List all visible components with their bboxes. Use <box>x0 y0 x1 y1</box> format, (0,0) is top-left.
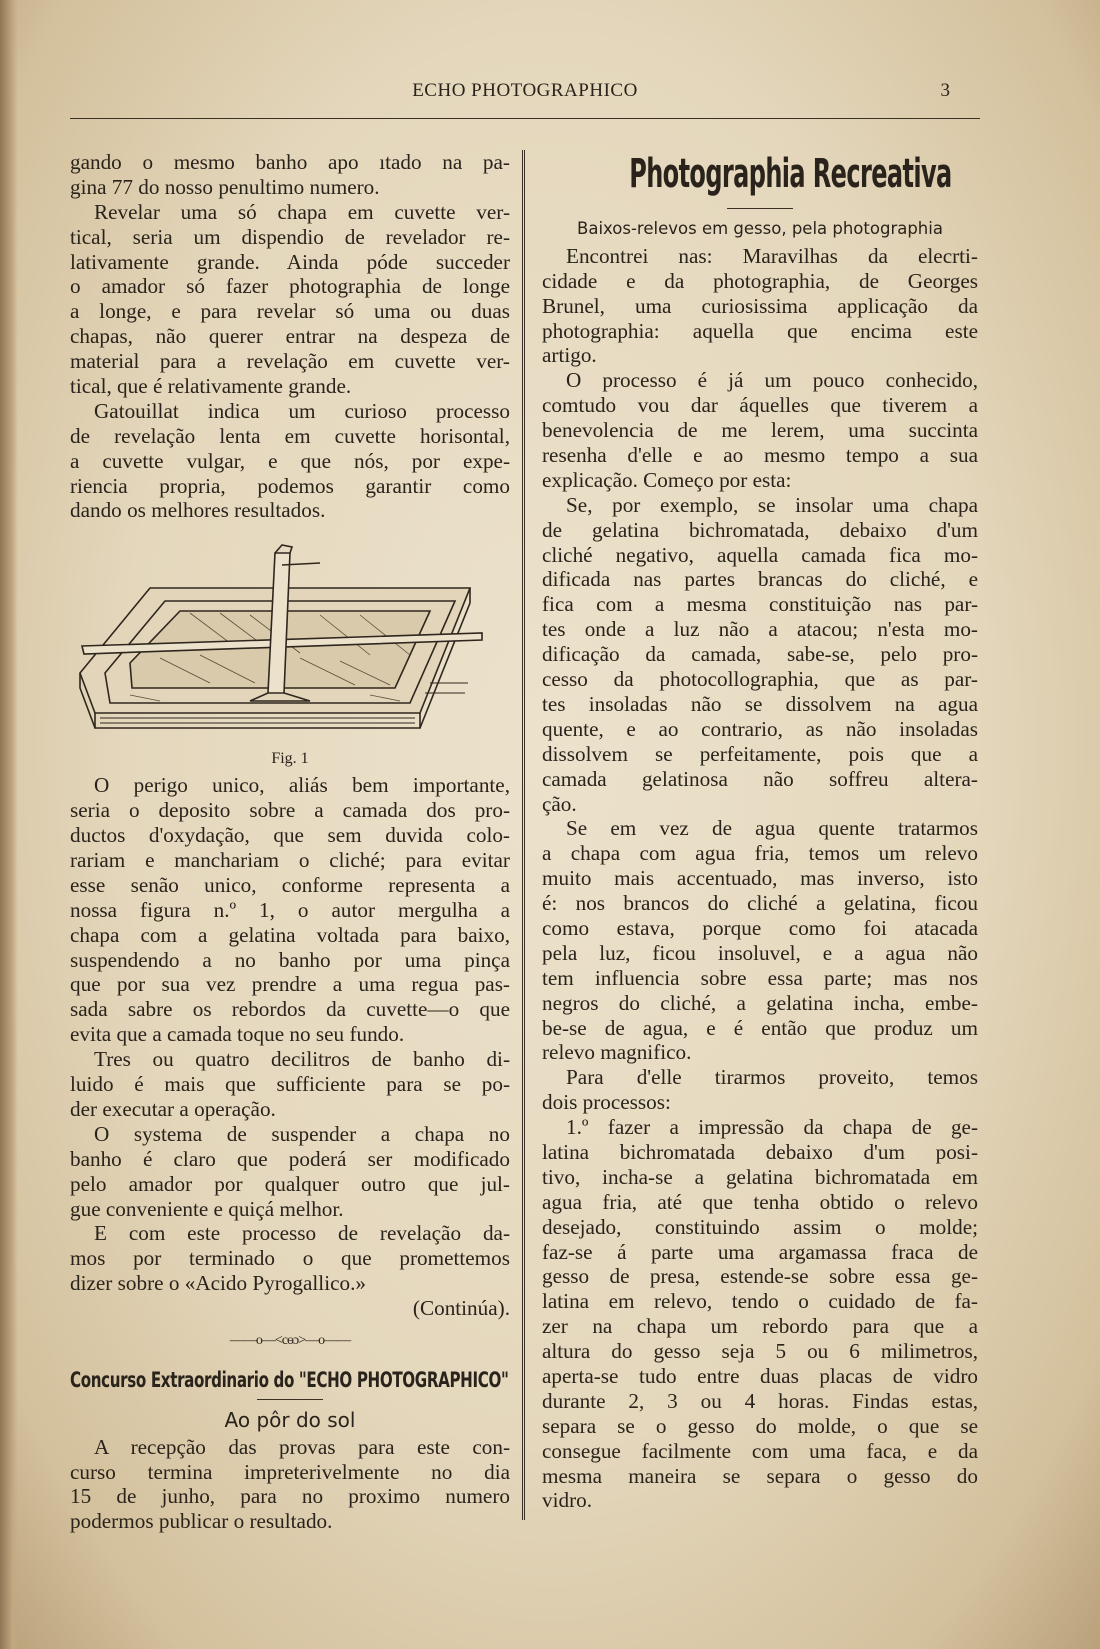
text-line: Encontrei nas: Maravilhas da elecrti- <box>566 243 978 268</box>
right-column <box>542 150 978 1513</box>
text-line: dois processos: <box>542 1090 671 1115</box>
text-line: nossa figura n.º 1, o autor mergulha a <box>70 897 510 922</box>
text-line: gando o mesmo banho apo ıtado na pa- <box>70 150 510 174</box>
text-line: esse senão unico, conforme representa a <box>70 872 510 897</box>
left-column <box>70 150 510 1534</box>
text-line: resenha d'elle e ao mesmo tempo a sua <box>542 443 978 468</box>
article-subtitle: Baixos-relevos em gesso, pela photographia <box>577 219 943 238</box>
contest-title: Concurso Extraordinario do "ECHO PHOTOGRAPHICO" <box>70 1367 509 1392</box>
text-line: cliché negativo, aquella camada fica mo- <box>542 542 978 567</box>
right-paragraph-1 <box>542 244 978 1513</box>
text-line: Revelar uma só chapa em cuvette ver- <box>94 199 510 224</box>
section-ornament: ——o—<cɵɔ>—o—— <box>229 1332 351 1348</box>
developing-tray-illustration <box>70 543 510 743</box>
text-line: dificação da camada, sabe-se, pelo pro- <box>542 642 978 667</box>
left-paragraph-2 <box>70 773 510 1321</box>
text-line: photographia: aquella que encima este <box>542 318 978 343</box>
text-line: der executar a operação. <box>70 1096 276 1121</box>
text-line: Brunel, uma curiosissima applicação da <box>542 293 978 318</box>
text-line: muito mais accentuado, mas inverso, isto <box>542 866 978 891</box>
text-line: dificada nas partes brancas do cliché, e <box>542 567 978 592</box>
text-line: chapas, não querer entrar na despeza de <box>70 324 510 349</box>
left-paragraph-3 <box>70 1435 510 1535</box>
text-line: evita que a camada toque no seu fundo. <box>70 1022 405 1047</box>
title-rule <box>727 208 793 209</box>
text-line: banho é claro que poderá ser modificado <box>70 1146 510 1171</box>
text-line: como estava, porque como foi atacada <box>542 915 978 940</box>
text-line: lativamente grande. Ainda póde succeder <box>70 249 510 274</box>
text-line: seria o deposito sobre a camada dos pro- <box>70 798 510 823</box>
running-head <box>70 80 980 120</box>
text-line: tivo, incha-se a gelatina bichromatada em <box>542 1164 978 1189</box>
text-line: tes insoladas não se dissolvem na agua <box>542 691 978 716</box>
text-line: a chapa com agua fria, temos um relevo <box>542 841 978 866</box>
text-line: E com este processo de revelação da- <box>94 1221 510 1246</box>
journal-title: ECHO PHOTOGRAPHICO <box>412 80 638 101</box>
text-line: O perigo unico, aliás bem importante, <box>94 773 510 798</box>
text-line: altura do gesso seja 5 ou 6 milimetros, <box>542 1339 978 1364</box>
text-line: sada sabre os rebordos da cuvette—o que <box>70 997 510 1022</box>
text-line: dando os melhores resultados. <box>70 498 326 523</box>
text-line: gesso de presa, estende-se sobre essa ge- <box>542 1264 978 1289</box>
text-line: luido é mais que sufficiente para se po- <box>70 1072 510 1097</box>
text-line: o amador só fazer photographia de longe <box>70 274 510 299</box>
text-line: 1.º fazer a impressão da chapa de ge- <box>566 1115 978 1140</box>
text-line: aperta-se tudo entre duas placas de vidro <box>542 1363 978 1388</box>
text-line: cidade e da photographia, de Georges <box>542 268 978 293</box>
text-line: mesma maneira se separa o gesso do <box>542 1463 978 1488</box>
page-edge <box>0 0 18 1649</box>
text-line: artigo. <box>542 343 597 368</box>
text-line: faz-se á parte uma argamassa fraca de <box>542 1239 978 1264</box>
figure-caption: Fig. 1 <box>271 750 309 768</box>
text-line: quente, e ao contrario, as não insoladas <box>542 716 978 741</box>
contest-subtitle: Ao pôr do sol <box>224 1407 356 1432</box>
text-line: dizer sobre o «Acido Pyrogallico.» <box>70 1271 366 1296</box>
text-line: zer na chapa um rebordo para que a <box>542 1314 978 1339</box>
text-line: rariam e manchariam o cliché; para evitar <box>70 848 510 873</box>
text-line: curso termina impreterivelmente no dia <box>70 1459 510 1484</box>
text-line: de revelação lenta em cuvette horisontal, <box>70 423 510 448</box>
header-rule <box>70 118 980 119</box>
text-line: 15 de junho, para no proximo numero <box>70 1484 510 1509</box>
text-line: podermos publicar o resultado. <box>70 1509 333 1534</box>
text-line: camada gelatinosa não soffreu altera- <box>542 766 978 791</box>
text-line: Gatouillat indica um curioso processo <box>94 398 510 423</box>
page-number: 3 <box>940 80 950 101</box>
text-line: de gelatina bichromatada, debaixo d'um <box>542 517 978 542</box>
text-line: Se em vez de agua quente tratarmos <box>566 816 978 841</box>
text-line: desejado, constituindo assim o molde; <box>542 1214 978 1239</box>
left-paragraph-1 <box>70 150 510 523</box>
text-line: a cuvette vulgar, e que nós, por expe- <box>70 448 510 473</box>
text-line: material para a revelação em cuvette ver- <box>70 349 510 374</box>
text-line: consegue facilmente com uma faca, e da <box>542 1438 978 1463</box>
text-line: tes onde a luz não a atacou; n'esta mo- <box>542 617 978 642</box>
text-line: A recepção das provas para este con- <box>94 1434 510 1459</box>
text-line: O processo é já um pouco conhecido, <box>566 368 978 393</box>
text-line: Se, por exemplo, se insolar uma chapa <box>566 492 978 517</box>
text-line: é: nos brancos do cliché a gelatina, ficou <box>542 891 978 916</box>
text-line: latina bichromatada debaixo d'um posi- <box>542 1139 978 1164</box>
text-line: gina 77 do nosso penultimo numero. <box>70 174 380 199</box>
text-line: tem influencia sobre essa parte; mas nos <box>542 965 978 990</box>
text-line: riencia propria, podemos garantir como <box>70 473 510 498</box>
column-divider <box>522 150 525 1520</box>
text-line: suspendendo a no banho por uma pinça <box>70 947 510 972</box>
text-line: agua fria, até que tenha obtido o relevo <box>542 1189 978 1214</box>
text-line: latina em relevo, tendo o cuidado de fa- <box>542 1289 978 1314</box>
text-line: tical, que é relativamente grande. <box>70 374 352 399</box>
text-line: ductos d'oxydação, que sem duvida colo- <box>70 823 510 848</box>
text-line: vidro. <box>542 1488 593 1513</box>
text-line: dissolvem se perfeitamente, pois que a <box>542 741 978 766</box>
text-line: tical, seria um dispendio de revelador re- <box>70 224 510 249</box>
text-line: gue conveniente e quiçá melhor. <box>70 1196 344 1221</box>
text-line: separa se o gesso do molde, o que se <box>542 1413 978 1438</box>
text-line: fica com a mesma constituição nas par- <box>542 592 978 617</box>
text-line: O systema de suspender a chapa no <box>94 1121 510 1146</box>
text-line: durante 2, 3 ou 4 horas. Findas estas, <box>542 1388 978 1413</box>
text-line: relevo magnifico. <box>542 1040 692 1065</box>
text-line: explicação. Começo por esta: <box>542 467 792 492</box>
text-line: cesso da photocollographia, que as par- <box>542 667 978 692</box>
text-line: ção. <box>542 791 577 816</box>
title-rule <box>257 1399 323 1400</box>
text-line: (Continúa). <box>412 1296 510 1321</box>
text-line: que por sua vez prendre a uma regua pas- <box>70 972 510 997</box>
text-line: pela luz, ficou insoluvel, e a agua não <box>542 940 978 965</box>
text-line: be-se de agua, e é então que produz um <box>542 1015 978 1040</box>
text-line: Tres ou quatro decilitros de banho di- <box>94 1047 510 1072</box>
text-line: comtudo vou dar áquelles que tiverem a <box>542 393 978 418</box>
text-line: negros do cliché, a gelatina incha, embe- <box>542 990 978 1015</box>
text-line: mos por terminado o que promettemos <box>70 1246 510 1271</box>
text-line: Para d'elle tirarmos proveito, temos <box>566 1065 978 1090</box>
article-title: Photographia Recreativa <box>629 151 952 197</box>
text-line: benevolencia de me lerem, uma succinta <box>542 418 978 443</box>
figure-developing-tray <box>70 543 510 743</box>
text-line: chapa com a gelatina voltada para baixo, <box>70 922 510 947</box>
text-line: a longe, e para revelar só uma ou duas <box>70 299 510 324</box>
text-line: pelo amador por qualquer outro que jul- <box>70 1171 510 1196</box>
